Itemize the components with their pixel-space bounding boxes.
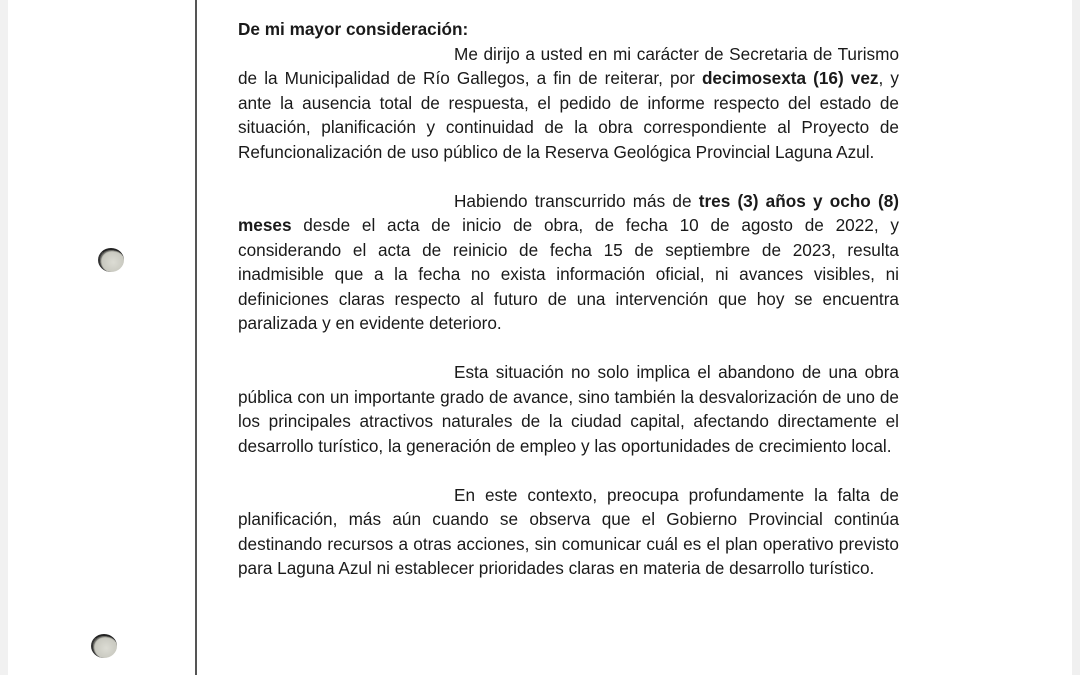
text-run: Me dirijo a usted en mi carácter de Secretaria de Turismo de la Municipalidad de Río Gallegos, a fin de reiterar, por xyxy=(238,43,899,88)
paragraph-impact xyxy=(238,360,899,458)
left-page-edge xyxy=(0,0,8,675)
paragraph-context xyxy=(238,483,899,581)
punch-hole-icon xyxy=(91,634,117,658)
text-run: desde el acta de inicio de obra, de fecha 10 de agosto de 2022, y considerando el acta de reinicio de fecha 15 de septiembre de 2023, resulta inadmisible que a la fecha no exista información oficial, ni avances visibles, ni definiciones claras respecto al futuro de una intervención que hoy se encuentra paralizada y en evidente deterioro. xyxy=(238,215,899,333)
emphasis-duration: tres (3) años y ocho (8) meses xyxy=(238,190,899,235)
letter-body xyxy=(238,17,899,605)
right-page-edge xyxy=(1072,0,1080,675)
paragraph-reiteration xyxy=(238,42,899,165)
salutation: De mi mayor consideración: xyxy=(238,19,469,39)
text-run: Habiendo transcurrido más de xyxy=(454,190,699,211)
text-run: , y ante la ausencia total de respuesta, el pedido de informe respecto del estado de situación, planificación y continuidad de la obra correspondiente al Proyecto de Refuncionalización de uso público de la Reserva Geológica Provincial Laguna Azul. xyxy=(238,68,899,162)
paragraph-timeline xyxy=(238,189,899,336)
punch-hole-icon xyxy=(98,248,124,272)
margin-line xyxy=(195,0,197,675)
emphasis-count: decimosexta (16) vez xyxy=(701,68,879,88)
text-run: Esta situación no solo implica el abandono de una obra pública con un importante grado de avance, sino también la desvalorización de uno de los principales atractivos naturales de la ciudad capital, afectando directamente el desarrollo turístico, la generación de empleo y las oportunidades de crecimiento local. xyxy=(238,362,899,456)
text-run: En este contexto, preocupa profundamente la falta de planificación, más aún cuando se observa que el Gobierno Provincial continúa destinando recursos a otras acciones, sin comunicar cuál es el plan operativo previsto para Laguna Azul ni establecer prioridades claras en materia de desarrollo turístico. xyxy=(238,484,899,578)
